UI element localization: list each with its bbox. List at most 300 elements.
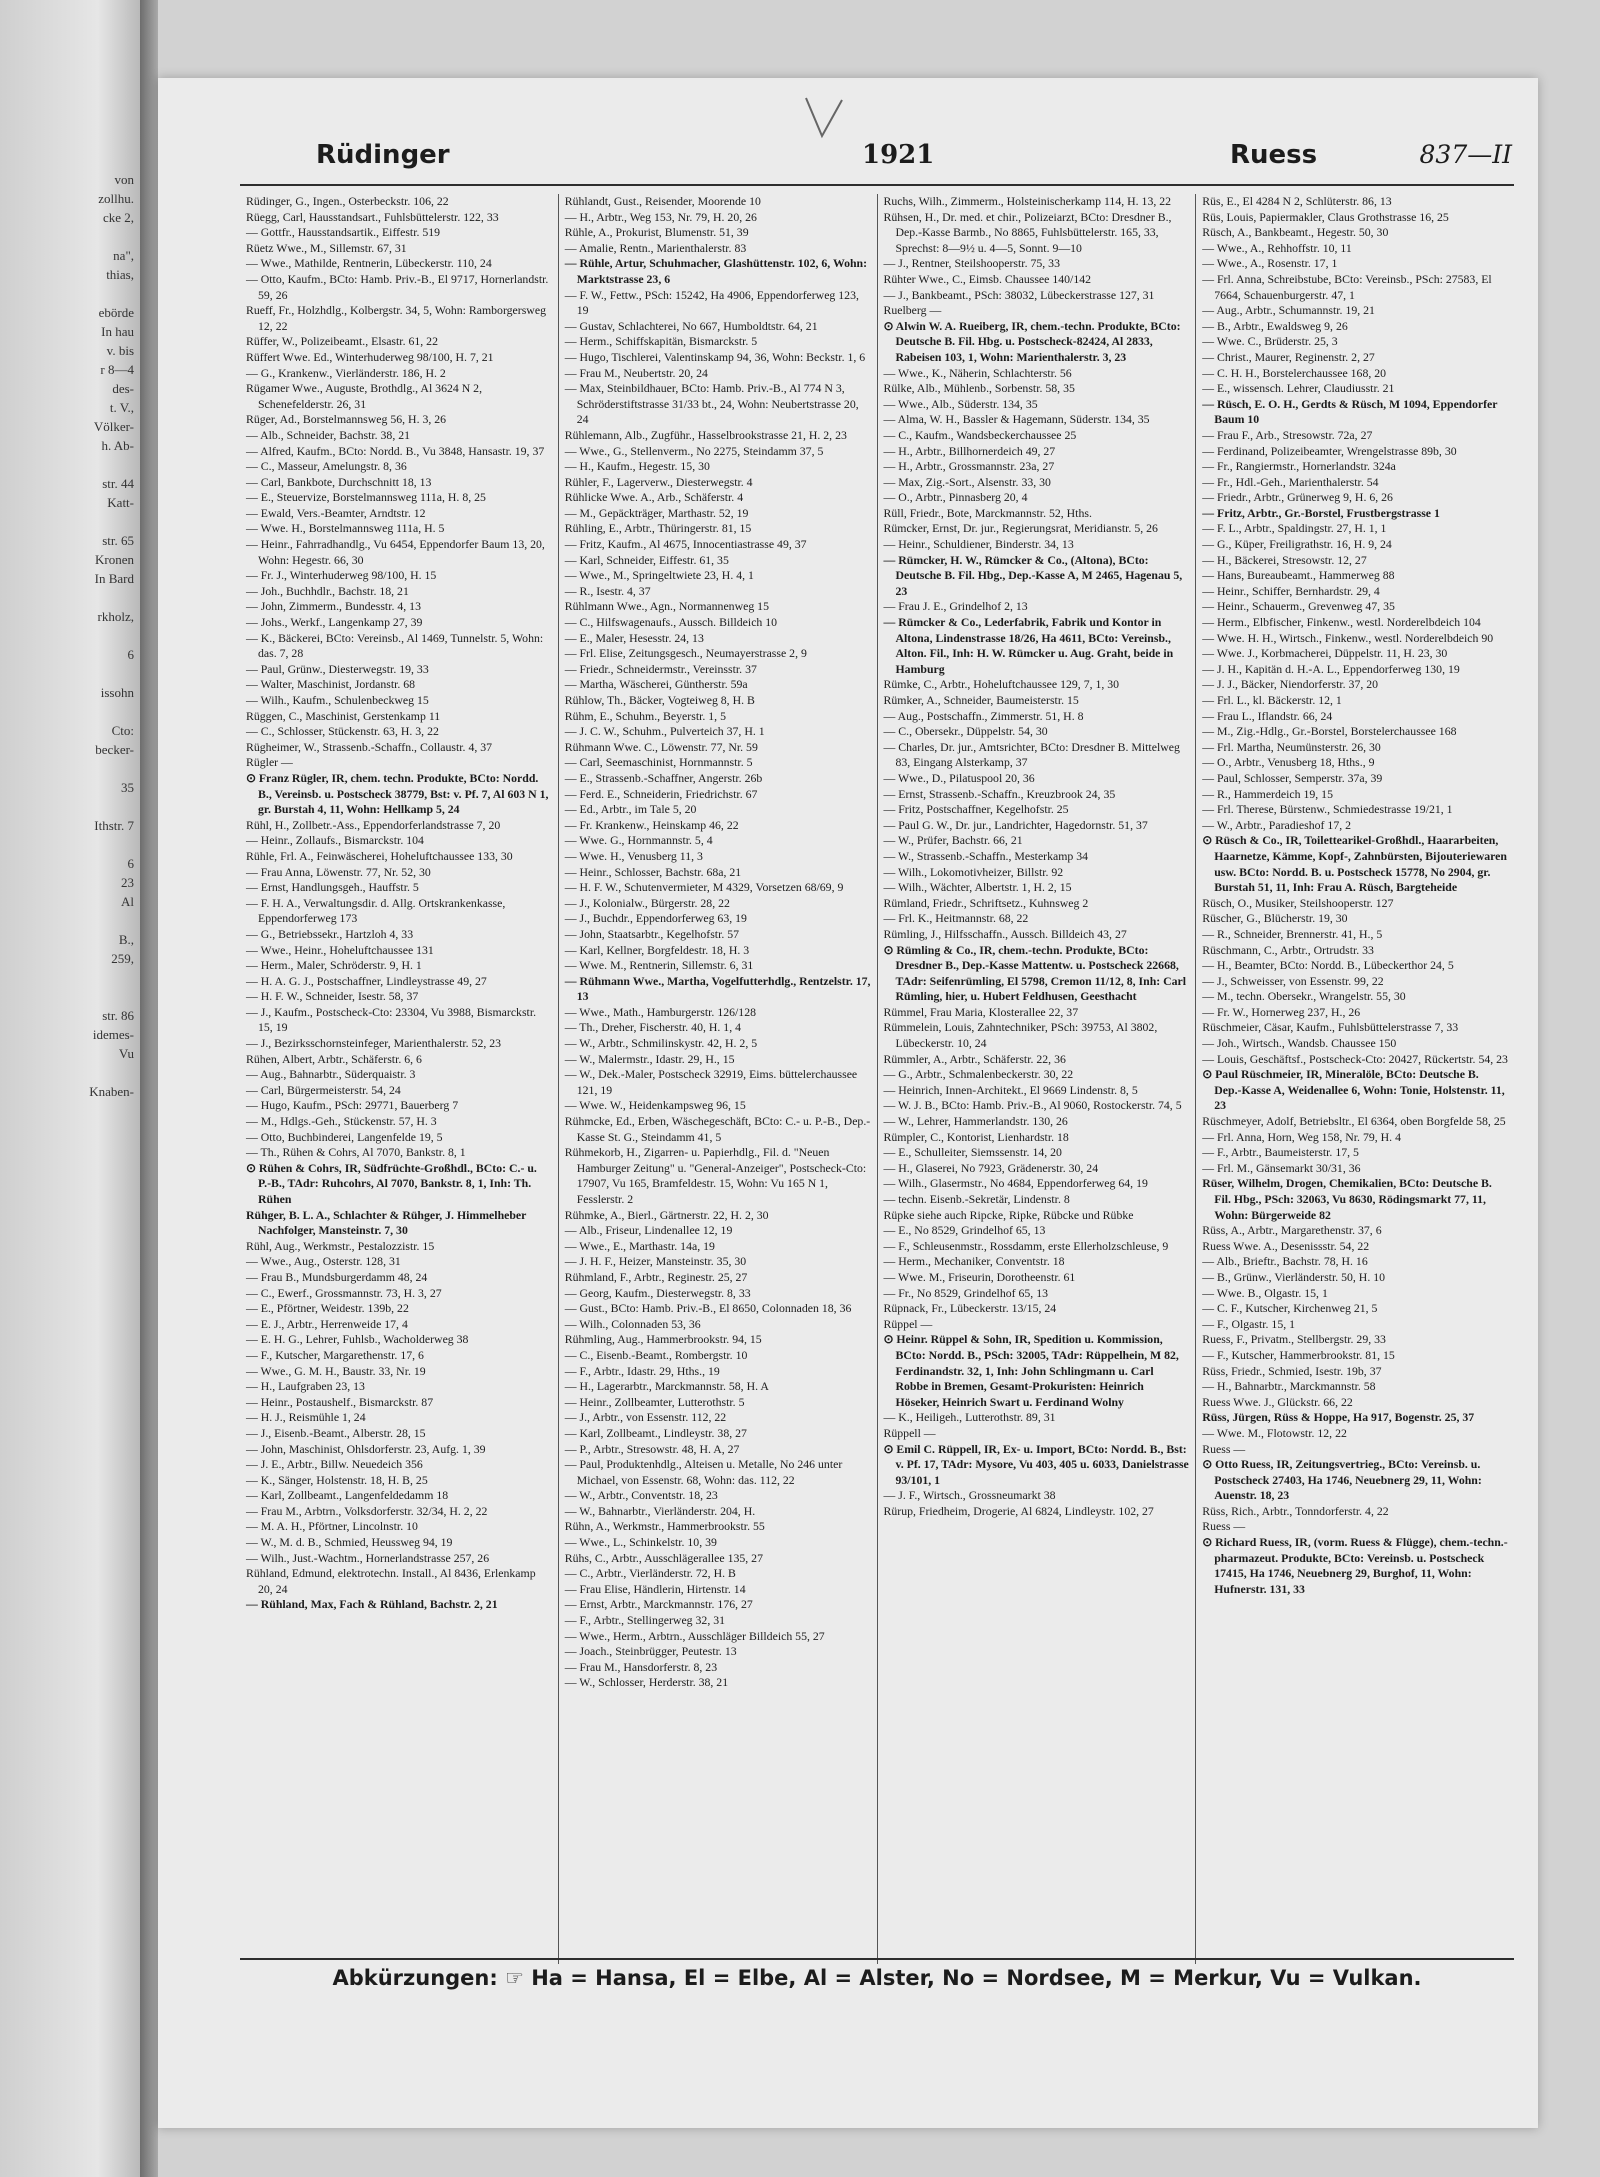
directory-entry: — C., Kaufm., Wandsbeckerchaussee 25 <box>883 427 1077 442</box>
directory-entry: Rümcker, Ernst, Dr. jur., Regierungsrat, Meridianstr. 5, 26 <box>883 521 1158 536</box>
directory-entry: — techn. Eisenb.-Sekretär, Lindenstr. 8 <box>883 1192 1070 1206</box>
directory-entry: Rühen, Albert, Arbtr., Schäferstr. 6, 6 <box>246 1051 422 1066</box>
directory-entry: — Karl, Zollbeamt., Langenfeldedamm 18 <box>246 1488 449 1503</box>
directory-entry: Rühle, Frl. A., Feinwäscherei, Hoheluftchaussee 133, 30 <box>246 848 513 863</box>
directory-entry: — R., Isestr. 4, 37 <box>564 583 651 598</box>
directory-entry: — Amalie, Rentn., Marienthalerstr. 83 <box>564 240 747 255</box>
directory-entry: — E., No 8529, Grindelhof 65, 13 <box>883 1223 1046 1238</box>
directory-entry: — F., Arbtr., Stellingerweg 32, 31 <box>564 1613 726 1628</box>
directory-entry: — Wwe., Heinr., Hoheluftchaussee 131 <box>246 942 434 957</box>
directory-entry: — Frl. K., Heitmannstr. 68, 22 <box>883 911 1029 926</box>
directory-entry: — Karl, Zollbeamt., Lindleystr. 38, 27 <box>564 1425 747 1440</box>
directory-entry: — C. F., Kutscher, Kirchenweg 21, 5 <box>1202 1301 1378 1316</box>
directory-entry: — C., Ewerf., Grossmannstr. 73, H. 3, 27 <box>246 1285 442 1300</box>
directory-entry: — J., Arbtr., von Essenstr. 112, 22 <box>564 1410 727 1425</box>
directory-entry: — Gust., BCto: Hamb. Priv.-B., El 8650, Colonnaden 18, 36 <box>564 1301 852 1316</box>
directory-entry: — H., Bäckerei, Stresowstr. 12, 27 <box>1202 552 1367 567</box>
directory-entry: — M. A. H., Pförtner, Lincolnstr. 10 <box>246 1519 418 1534</box>
directory-entry: Rühl, Aug., Werkmstr., Pestalozzistr. 15 <box>246 1238 435 1253</box>
directory-entry: ⊙ Otto Ruess, IR, Zeitungsvertrieg., BCto: Vereinsb. u. Postscheck 27403, Ha 1746, Neuebnerg 29, 11, Wohn: Auenstr. 18, 23 <box>1202 1457 1482 1503</box>
directory-entry: — Frl. Elise, Zeitungsgesch., Neumayerstrasse 2, 9 <box>564 646 807 661</box>
directory-entry: ⊙ Franz Rügler, IR, chem. techn. Produkte, BCto: Nordd. B., Vereinsb. u. Postscheck 38779, Bst: v. Pf. 7, Al 603 N 1, gr. Burstah 4, 11, Wohn: Hellkamp 5, 24 <box>246 770 549 817</box>
directory-entry: — K., Heiligeh., Lutterothstr. 89, 31 <box>883 1410 1056 1425</box>
directory-entry: Rüschmann, C., Arbtr., Ortrudstr. 33 <box>1202 942 1374 957</box>
directory-entry: Rümmelein, Louis, Zahntechniker, PSch: 39753, Al 3802, Lübeckerstr. 10, 24 <box>883 1020 1158 1051</box>
directory-entry: Rüs, E., El 4284 N 2, Schlüterstr. 86, 13 <box>1202 194 1392 208</box>
directory-entry: — Frl. Anna, Schreibstube, BCto: Vereinsb., PSch: 27583, El 7664, Schauenburgerstr. 47, 1 <box>1202 271 1492 302</box>
directory-entry: — H., Arbtr., Grossmannstr. 23a, 27 <box>883 459 1055 474</box>
directory-entry: Rühland, Edmund, elektrotechn. Install., Al 8436, Erlenkamp 20, 24 <box>246 1566 536 1596</box>
directory-entry: — F. H. A., Verwaltungsdir. d. Allg. Ortskrankenkasse, Eppendorferweg 173 <box>246 895 506 926</box>
directory-entry: — Wwe., D., Pilatuspool 20, 36 <box>883 770 1035 785</box>
directory-entry: — K., Bäckerei, BCto: Vereinsb., Al 1469, Tunnelstr. 5, Wohn: das. 7, 28 <box>246 630 544 661</box>
directory-entry: — Hans, Bureaubeamt., Hammerweg 88 <box>1202 568 1395 583</box>
directory-entry: — Fritz, Arbtr., Gr.-Borstel, Frustbergstrasse 1 <box>1202 505 1440 520</box>
directory-entry: Rühle, A., Prokurist, Blumenstr. 51, 39 <box>564 225 749 240</box>
directory-entry: — Wilh., Colonnaden 53, 36 <box>564 1316 701 1331</box>
directory-columns <box>240 194 1514 1964</box>
directory-entry: ⊙ Richard Ruess, IR, (vorm. Ruess & Flügge), chem.-techn.-pharmazeut. Produkte, BCto: Vereinsb. u. Postscheck 17415, Ha 1746, Neuebnerg 29, Burghof, 11, Wohn: Hufnerstr. 131, 33 <box>1202 1535 1508 1596</box>
directory-entry: — Max, Zig.-Sort., Alsenstr. 33, 30 <box>883 474 1051 489</box>
directory-entry: Rühsen, H., Dr. med. et chir., Polizeiarzt, BCto: Dresdner B., Dep.-Kasse Barmb., No 8865, Fuhlsbüttelerstr. 165, 33, Sprechst: 8—9½ u. 4—5, Sonnt. 9—10 <box>883 209 1172 255</box>
directory-entry: ⊙ Heinr. Rüppel & Sohn, IR, Spedition u. Kommission, BCto: Nordd. B., PSch: 32005, TAdr: Rüppelhein, M 82, Ferdinandstr. 32, 1, Inh: John Schlingmann u. Carl Robbe in Bremen, Gesamt-Prokuristen: Heinrich Höseker, Heinrich Swart u. Ferdinand Wolny <box>883 1332 1179 1409</box>
directory-entry: — Wwe. W., Heidenkampsweg 96, 15 <box>564 1098 746 1113</box>
directory-entry: — Frau M., Neubertstr. 20, 24 <box>564 365 708 380</box>
directory-entry: — Alb., Schneider, Bachstr. 38, 21 <box>246 427 411 442</box>
directory-entry: — Frl. Anna, Horn, Weg 158, Nr. 79, H. 4 <box>1202 1129 1401 1144</box>
directory-entry: Rühlmann Wwe., Agn., Normannenweg 15 <box>564 599 769 614</box>
directory-entry: — O., Arbtr., Venusberg 18, Hths., 9 <box>1202 755 1375 770</box>
directory-entry: — E. J., Arbtr., Herrenweide 17, 4 <box>246 1316 408 1331</box>
pencil-mark-icon <box>798 88 858 148</box>
directory-entry: — Wwe., Herm., Arbtrn., Ausschläger Billdeich 55, 27 <box>564 1628 825 1643</box>
page-header <box>240 140 1520 180</box>
directory-entry: — Wilh., Kaufm., Schulenbeckweg 15 <box>246 693 429 707</box>
directory-entry: — Wwe., Aug., Osterstr. 128, 31 <box>246 1254 401 1269</box>
directory-entry: ⊙ Emil C. Rüppell, IR, Ex- u. Import, BCto: Nordd. B., Bst: v. Pf. 17, TAdr: Mysore, Vu 403, 405 u. 6033, Danielstrasse 93/101, 1 <box>883 1441 1189 1487</box>
directory-entry: — J., Kolonialw., Bürgerstr. 28, 22 <box>564 895 730 910</box>
directory-entry: Rülke, Alb., Mühlenb., Sorbenstr. 58, 35 <box>883 381 1075 396</box>
directory-entry: — Ed., Arbtr., im Tale 5, 20 <box>564 802 697 817</box>
directory-entry: — John, Staatsarbtr., Kegelhofstr. 57 <box>564 926 740 941</box>
directory-entry: — C., Masseur, Amelungstr. 8, 36 <box>246 459 407 474</box>
directory-entry: — W., Arbtr., Schmilinskystr. 42, H. 2, 5 <box>564 1036 758 1051</box>
directory-entry: — Ernst, Arbtr., Marckmannstr. 176, 27 <box>564 1597 753 1612</box>
directory-entry: — C., Arbtr., Vierländerstr. 72, H. B <box>564 1566 736 1581</box>
directory-entry: Rümpler, C., Kontorist, Lienhardstr. 18 <box>883 1129 1069 1144</box>
directory-entry: Rueff, Fr., Holzhdlg., Kolbergstr. 34, 5, Wohn: Ramborgersweg 12, 22 <box>246 303 546 333</box>
directory-entry: — J., Bezirksschornsteinfeger, Marienthalerstr. 52, 23 <box>246 1036 502 1051</box>
directory-entry: — W., Strassenb.-Schaffn., Mesterkamp 34 <box>883 848 1089 863</box>
directory-entry: — C. H. H., Borstelerchaussee 168, 20 <box>1202 365 1387 380</box>
directory-entry: — Gustav, Schlachterei, No 667, Humboldtstr. 64, 21 <box>564 318 818 333</box>
directory-entry: — Walter, Maschinist, Jordanstr. 68 <box>246 677 416 692</box>
directory-entry: — Ernst, Handlungsgeh., Hauffstr. 5 <box>246 880 419 895</box>
directory-entry: Rüscher, G., Blücherstr. 19, 30 <box>1202 911 1348 926</box>
directory-entry: — Heinrich, Innen-Architekt., El 9669 Lindenstr. 8, 5 <box>883 1082 1138 1097</box>
directory-entry: Rüffer, W., Polizeibeamt., Elsastr. 61, 22 <box>246 334 438 349</box>
directory-entry: Rüdinger, G., Ingen., Osterbeckstr. 106, 22 <box>246 194 449 208</box>
directory-entry: — G., Betriebssekr., Hartzloh 4, 33 <box>246 926 414 941</box>
directory-entry: — Frau L., Iflandstr. 66, 24 <box>1202 708 1333 723</box>
directory-entry: — R., Hammerdeich 19, 15 <box>1202 786 1333 801</box>
directory-entry: — Wwe., M., Springeltwiete 23, H. 4, 1 <box>564 568 754 583</box>
directory-entry: — H., Lagerarbtr., Marckmannstr. 58, H. A <box>564 1379 769 1394</box>
directory-entry: — G., Arbtr., Schmalenbeckerstr. 30, 22 <box>883 1067 1074 1082</box>
directory-entry: — J., Bankbeamt., PSch: 38032, Lübeckerstrasse 127, 31 <box>883 287 1155 302</box>
directory-entry: — Max, Steinbildhauer, BCto: Hamb. Priv.-B., Al 774 N 3, Schröderstiftstrasse 31/33 bt., 24, Wohn: Neubertstrasse 20, 24 <box>564 381 859 427</box>
directory-entry: — Wwe., A., Rehhoffstr. 10, 11 <box>1202 240 1352 255</box>
directory-entry: — Gottfr., Hausstandsartik., Eiffestr. 519 <box>246 225 441 240</box>
directory-entry: — E., Steuervize, Borstelmannsweg 111a, H. 8, 25 <box>246 490 486 505</box>
directory-entry: — Wwe. M., Rentnerin, Sillemstr. 6, 31 <box>564 958 754 973</box>
directory-entry: — H., Glaserei, No 7923, Grädenerstr. 30, 24 <box>883 1160 1099 1175</box>
directory-entry: — Louis, Geschäftsf., Postscheck-Cto: 20427, Rückertstr. 54, 23 <box>1202 1051 1508 1066</box>
directory-entry: Rühm, E., Schuhm., Beyerstr. 1, 5 <box>564 708 726 723</box>
directory-entry: — Th., Rühen & Cohrs, Al 7070, Bankstr. 8, 1 <box>246 1145 466 1160</box>
directory-entry: Ruess Wwe. A., Desenissstr. 54, 22 <box>1202 1238 1370 1253</box>
directory-entry: Rümling, J., Hilfsschaffn., Aussch. Billdeich 43, 27 <box>883 926 1127 941</box>
directory-entry: — E., Pförtner, Weidestr. 139b, 22 <box>246 1301 409 1316</box>
directory-entry: — W., Arbtr., Conventstr. 18, 23 <box>564 1488 718 1503</box>
directory-entry: — J., Buchdr., Eppendorferweg 63, 19 <box>564 911 747 926</box>
directory-entry: — Wwe., A., Rosenstr. 17, 1 <box>1202 256 1338 271</box>
directory-entry: Rüss, Rich., Arbtr., Tonndorferstr. 4, 22 <box>1202 1503 1389 1518</box>
directory-entry: — Aug., Bahnarbtr., Süderquaistr. 3 <box>246 1067 416 1082</box>
directory-entry: Rümke, C., Arbtr., Hoheluftchaussee 129, 7, 1, 30 <box>883 677 1120 692</box>
footer-text: Abkürzungen: ☞ Ha = Hansa, El = Elbe, Al = Alster, No = Nordsee, M = Merkur, Vu = Vulkan. <box>332 1966 1422 1990</box>
directory-entry: — H., Bahnarbtr., Marckmannstr. 58 <box>1202 1379 1376 1394</box>
directory-entry: Rühlemann, Alb., Zugführ., Hasselbrookstrasse 21, H. 2, 23 <box>564 427 847 442</box>
directory-entry: — Charles, Dr. jur., Amtsrichter, BCto: Dresdner B. Mittelweg 83, Eingang Alsterkamp, 37 <box>883 739 1180 770</box>
directory-entry: — W., Bahnarbtr., Vierländerstr. 204, H. <box>564 1503 756 1518</box>
directory-entry: — J., Kaufm., Postscheck-Cto: 23304, Vu 3988, Bismarckstr. 15, 19 <box>246 1004 537 1035</box>
directory-entry: — Wwe., G., Stellenverm., No 2275, Steindamm 37, 5 <box>564 443 824 458</box>
directory-entry: Rüschmeier, Cäsar, Kaufm., Fuhlsbüttelerstrasse 7, 33 <box>1202 1020 1459 1035</box>
directory-entry: — Friedr., Arbtr., Grünerweg 9, H. 6, 26 <box>1202 490 1393 505</box>
column-1 <box>240 194 558 1964</box>
directory-entry: Rüser, Wilhelm, Drogen, Chemikalien, BCto: Deutsche B. Fil. Hbg., PSch: 32063, Vu 8630, Rödingsmarkt 77, 11, Wohn: Bürgerweide 82 <box>1202 1176 1492 1222</box>
directory-entry: — F., Arbtr., Idastr. 29, Hths., 19 <box>564 1363 720 1378</box>
directory-entry: — C., Schlosser, Stückenstr. 63, H. 3, 22 <box>246 724 439 739</box>
directory-entry: Rühmland, F., Arbtr., Reginestr. 25, 27 <box>564 1269 748 1284</box>
directory-entry: — Carl, Seemaschinist, Hornmannstr. 5 <box>564 755 753 770</box>
directory-entry: — Ernst, Strassenb.-Schaffn., Kreuzbrook 24, 35 <box>883 786 1116 801</box>
directory-entry: — Joh., Buchhdlr., Bachstr. 18, 21 <box>246 583 409 598</box>
directory-entry: — W., Prüfer, Bachstr. 66, 21 <box>883 833 1023 848</box>
directory-entry: — H., Arbtr., Billhornerdeich 49, 27 <box>883 443 1056 458</box>
directory-entry: ⊙ Paul Rüschmeier, IR, Mineralöle, BCto: Deutsche B. Dep.-Kasse A, Weidenallee 6, Wohn: Tonie, Holstenstr. 11, 23 <box>1202 1067 1505 1113</box>
directory-entry: — Paul, Produktenhdlg., Alteisen u. Metalle, No 246 unter Michael, von Essenstr. 68, Wohn: das. 112, 22 <box>564 1457 843 1487</box>
directory-entry: Rüss, A., Arbtr., Margarethenstr. 37, 6 <box>1202 1223 1382 1238</box>
directory-entry: Rümmel, Frau Maria, Klosterallee 22, 37 <box>883 1004 1079 1019</box>
directory-entry: — Wilh., Lokomotivheizer, Billstr. 92 <box>883 864 1064 879</box>
left-page-fragments: von zollhu. cke 2, na", thias, ebörde In hau v. bis r 8—4 des- t. V., Völker- h. Ab- str. 44 Katt- str. 65 Kronen In Bard rkholz, 6 issohn Cto: becker- 35 Ithstr. 7 6 23 Al B., 259, str. 86 idemes- Vu Knaben- <box>89 172 134 1099</box>
directory-entry: — H., Arbtr., Weg 153, Nr. 79, H. 20, 26 <box>564 209 757 224</box>
directory-entry: — E., Strassenb.-Schaffner, Angerstr. 26b <box>564 770 763 785</box>
directory-entry: — Wwe., Mathilde, Rentnerin, Lübeckerstr. 110, 24 <box>246 256 492 271</box>
directory-entry: Rüs, Louis, Papiermakler, Claus Grothstrasse 16, 25 <box>1202 209 1449 224</box>
directory-entry: — F., Kutscher, Margarethenstr. 17, 6 <box>246 1347 424 1362</box>
directory-entry: Rühger, B. L. A., Schlachter & Rühger, J. Himmelheber Nachfolger, Mansteinstr. 7, 30 <box>246 1207 527 1238</box>
directory-entry: — W. J. B., BCto: Hamb. Priv.-B., Al 9060, Rostockerstr. 74, 5 <box>883 1098 1182 1113</box>
directory-entry: Rügler — <box>246 755 293 770</box>
directory-entry: — Aug., Arbtr., Schumannstr. 19, 21 <box>1202 303 1375 318</box>
directory-entry: — M., Zig.-Hdlg., Gr.-Borstel, Borstelerchaussee 168 <box>1202 724 1457 739</box>
directory-entry: Rühmekorb, H., Zigarren- u. Papierhdlg., Fil. d. "Neuen Hamburger Zeitung" u. "General-Anzeiger", Postscheck-Cto: 17907, Vu 165, Bramfeldestr. 15, Wohn: Vu 165 N 1, Fesslerstr. 2 <box>564 1145 867 1206</box>
directory-entry: — Wwe. H., Venusberg 11, 3 <box>564 848 703 863</box>
directory-entry: ⊙ Alwin W. A. Rueiberg, IR, chem.-techn. Produkte, BCto: Deutsche B. Fil. Hbg. u. Postscheck-82424, Al 2833, Rabeisen 103, 1, Wohn: Marienthalerstr. 3, 23 <box>883 318 1181 364</box>
directory-entry: — Fr. Krankenw., Heinskamp 46, 22 <box>564 817 739 832</box>
directory-entry: Rühl, H., Zollbetr.-Ass., Eppendorferlandstrasse 7, 20 <box>246 817 501 832</box>
directory-entry: — Fr. J., Winterhuderweg 98/100, H. 15 <box>246 568 437 583</box>
directory-entry: — Rüsch, E. O. H., Gerdts & Rüsch, M 1094, Eppendorfer Baum 10 <box>1202 396 1498 427</box>
column-4 <box>1195 194 1514 1964</box>
directory-entry: — Herm., Elbfischer, Finkenw., westl. Norderelbdeich 104 <box>1202 615 1481 630</box>
directory-entry: Rühs, C., Arbtr., Ausschlägerallee 135, 27 <box>564 1550 763 1565</box>
directory-entry: — J. H. F., Heizer, Mansteinstr. 35, 30 <box>564 1254 747 1269</box>
column-3 <box>877 194 1196 1964</box>
directory-entry: — Ewald, Vers.-Beamter, Arndtstr. 12 <box>246 505 426 520</box>
directory-entry: — Wwe. B., Olgastr. 15, 1 <box>1202 1285 1328 1300</box>
directory-entry: Rüpnack, Fr., Lübeckerstr. 13/15, 24 <box>883 1301 1057 1316</box>
left-page-edge <box>0 0 140 2177</box>
header-first-name: Rüdinger <box>316 140 450 170</box>
directory-entry: — Frau Elise, Händlerin, Hirtenstr. 14 <box>564 1581 746 1596</box>
directory-entry: — W., Arbtr., Paradieshof 17, 2 <box>1202 817 1352 832</box>
directory-entry: — Karl, Kellner, Borgfeldestr. 18, H. 3 <box>564 942 750 957</box>
directory-entry: — Paul G. W., Dr. jur., Landrichter, Hagedornstr. 51, 37 <box>883 817 1148 832</box>
directory-entry: Rügamer Wwe., Auguste, Brothdlg., Al 3624 N 2, Schenefelderstr. 26, 31 <box>246 381 483 411</box>
directory-entry: Rühlicke Wwe. A., Arb., Schäferstr. 4 <box>564 490 744 505</box>
directory-entry: — Frau Anna, Löwenstr. 77, Nr. 52, 30 <box>246 864 431 879</box>
directory-entry: — F. L., Arbtr., Spaldingstr. 27, H. 1, 1 <box>1202 521 1387 536</box>
directory-entry: Rüppel — <box>883 1316 933 1331</box>
directory-entry: Rüschmeyer, Adolf, Betriebsltr., El 6364, oben Borgfelde 58, 25 <box>1202 1114 1506 1129</box>
directory-entry: — Frau M., Hansdorferstr. 8, 23 <box>564 1659 718 1674</box>
directory-entry: Ruelberg — <box>883 303 942 318</box>
directory-entry: — Johs., Werkf., Langenkamp 27, 39 <box>246 615 423 630</box>
directory-entry: — Th., Dreher, Fischerstr. 40, H. 1, 4 <box>564 1020 741 1035</box>
directory-entry: — F., Olgastr. 15, 1 <box>1202 1316 1296 1331</box>
directory-entry: — E. H. G., Lehrer, Fuhlsb., Wacholderweg 38 <box>246 1332 469 1347</box>
directory-entry: — J., Eisenb.-Beamt., Alberstr. 28, 15 <box>246 1425 426 1440</box>
directory-entry: Rüetz Wwe., M., Sillemstr. 67, 31 <box>246 240 407 255</box>
directory-entry: — Paul, Schlosser, Semperstr. 37a, 39 <box>1202 770 1383 785</box>
directory-entry: — J., Rentner, Steilshooperstr. 75, 33 <box>883 256 1060 271</box>
directory-entry: — F., Schleusenmstr., Rossdamm, erste Ellerholzschleuse, 9 <box>883 1238 1169 1253</box>
header-year: 1921 <box>862 140 935 170</box>
directory-entry: — Hugo, Tischlerei, Valentinskamp 94, 36, Wohn: Beckstr. 1, 6 <box>564 349 866 364</box>
directory-entry: — John, Maschinist, Ohlsdorferstr. 23, Aufg. 1, 39 <box>246 1441 486 1456</box>
directory-entry: — H., Kaufm., Hegestr. 15, 30 <box>564 459 710 474</box>
directory-entry: — Herm., Maler, Schröderstr. 9, H. 1 <box>246 958 422 973</box>
directory-entry: Rühter Wwe., C., Eimsb. Chaussee 140/142 <box>883 271 1092 286</box>
directory-entry: Rüll, Friedr., Bote, Marckmannstr. 52, Hths. <box>883 505 1092 520</box>
directory-entry: — Heinr., Schauerm., Grevenweg 47, 35 <box>1202 599 1395 614</box>
directory-entry: — Fritz, Kaufm., Al 4675, Innocentiastrasse 49, 37 <box>564 537 807 552</box>
directory-entry: — Ferd. E., Schneiderin, Friedrichstr. 67 <box>564 786 758 801</box>
column-2 <box>558 194 877 1964</box>
directory-entry: — Heinr., Zollbeamter, Lutterothstr. 5 <box>564 1394 745 1409</box>
directory-entry: — Herm., Mechaniker, Conventstr. 18 <box>883 1254 1065 1269</box>
directory-entry: — Heinr., Postaushelf., Bismarckstr. 87 <box>246 1394 434 1409</box>
directory-entry: — F., Arbtr., Baumeisterstr. 17, 5 <box>1202 1145 1359 1160</box>
directory-entry: — H., Laufgraben 23, 13 <box>246 1379 365 1394</box>
directory-entry: — B., Arbtr., Ewaldsweg 9, 26 <box>1202 318 1348 333</box>
directory-entry: — Wwe., G. M. H., Baustr. 33, Nr. 19 <box>246 1363 426 1378</box>
directory-entry: — Carl, Bankbote, Durchschnitt 18, 13 <box>246 474 432 489</box>
directory-entry: — Georg, Kaufm., Diesterwegstr. 8, 33 <box>564 1285 751 1300</box>
directory-entry: — E., Schulleiter, Siemssenstr. 14, 20 <box>883 1145 1062 1160</box>
directory-entry: Rüsch, O., Musiker, Steilshooperstr. 127 <box>1202 895 1394 910</box>
directory-entry: — H. F. W., Schutenvermieter, M 4329, Vorsetzen 68/69, 9 <box>564 880 844 895</box>
directory-entry: Rühling, E., Arbtr., Thüringerstr. 81, 15 <box>564 521 752 536</box>
directory-entry: Rümmler, A., Arbtr., Schäferstr. 22, 36 <box>883 1051 1066 1066</box>
directory-entry: — Frl. M., Gänsemarkt 30/31, 36 <box>1202 1160 1361 1175</box>
directory-entry: ⊙ Rüsch & Co., IR, Toilettearikel-Großhdl., Haararbeiten, Haarnetze, Kämme, Kopf-, Zahnbürsten, Bijouteriewaren usw. BCto: Nordd. B. u. Postscheck 15778, No 2904, gr. Burstah 51, 11, Inh: Frau A. Rüsch, Bargteheide <box>1202 833 1507 895</box>
directory-entry: — J. E., Arbtr., Billw. Neuedeich 356 <box>246 1457 423 1472</box>
header-page-number: 837—II <box>1419 140 1512 169</box>
directory-entry: — H. A. G. J., Postschaffner, Lindleystrasse 49, 27 <box>246 973 487 988</box>
header-last-name: Ruess <box>1230 140 1318 170</box>
directory-entry: — W., Lehrer, Hammerlandstr. 130, 26 <box>883 1114 1068 1129</box>
directory-entry: — C., Obersekr., Düppelstr. 54, 30 <box>883 724 1048 739</box>
directory-entry: — Fr. W., Hornerweg 237, H., 26 <box>1202 1004 1361 1019</box>
directory-entry: — C., Hilfswagenaufs., Aussch. Billdeich 10 <box>564 615 778 630</box>
directory-entry: — Fr., No 8529, Grindelhof 65, 13 <box>883 1285 1048 1300</box>
directory-entry: — Frl. Therese, Bürstenw., Schmiedestrasse 19/21, 1 <box>1202 802 1453 817</box>
directory-entry: — Frl. Martha, Neumünsterstr. 26, 30 <box>1202 739 1381 754</box>
directory-entry: — Rümcker & Co., Lederfabrik, Fabrik und Kontor in Altona, Lindenstrasse 18/26, Ha 4611, BCto: Vereinsb., Alton. Fil., Inh: H. W. Rümcker u. Aug. Graht, beide in Hamburg <box>883 615 1174 676</box>
directory-entry: — Joach., Steinbrügger, Peutestr. 13 <box>564 1644 737 1659</box>
directory-entry: — Alfred, Kaufm., BCto: Nordd. B., Vu 3848, Hansastr. 19, 37 <box>246 443 545 458</box>
directory-entry: — H., Beamter, BCto: Nordd. B., Lübeckerthor 24, 5 <box>1202 958 1454 973</box>
directory-entry: — Wwe. H. H., Wirtsch., Finkenw., westl. Norderelbdeich 90 <box>1202 630 1494 645</box>
directory-entry: — Frau J. E., Grindelhof 2, 13 <box>883 599 1028 614</box>
directory-entry: — K., Sänger, Holstenstr. 18, H. B, 25 <box>246 1472 428 1487</box>
directory-entry: — Wwe. C., Brüderstr. 25, 3 <box>1202 334 1338 349</box>
directory-entry: — W., Dek.-Maler, Postscheck 32919, Eims. büttelerchaussee 121, 19 <box>564 1067 858 1097</box>
directory-entry: ⊙ Rümling & Co., IR, chem.-techn. Produkte, BCto: Dresdner B., Dep.-Kasse Mattentw. u. Postscheck 22668, TAdr: Seifenrümling, El 5798, Cremon 11/12, 8, Inh: Carl Rümling, hier, u. Hubert Feldhusen, Geesthacht <box>883 942 1187 1004</box>
directory-entry: — J. C. W., Schuhm., Pulverteich 37, H. 1 <box>564 724 765 739</box>
directory-entry: ⊙ Rühen & Cohrs, IR, Südfrüchte-Großhdl., BCto: C.- u. P.-B., TAdr: Ruhcohrs, Al 7070, Bankstr. 8, 1, Inh: Th. Rühen <box>246 1160 537 1206</box>
directory-entry: — E., wissensch. Lehrer, Claudiusstr. 21 <box>1202 381 1395 396</box>
directory-entry: — H. F. W., Schneider, Isestr. 58, 37 <box>246 989 419 1004</box>
directory-entry: — Hugo, Kaufm., PSch: 29771, Bauerberg 7 <box>246 1098 459 1113</box>
directory-entry: — Rühmann Wwe., Martha, Vogelfutterhdlg., Rentzelstr. 17, 13 <box>564 973 871 1004</box>
directory-entry: — Frau M., Arbtrn., Volksdorferstr. 32/34, H. 2, 22 <box>246 1503 488 1518</box>
directory-entry: — W., Schlosser, Herderstr. 38, 21 <box>564 1675 729 1690</box>
directory-entry: Rügheimer, W., Strassenb.-Schaffn., Collaustr. 4, 37 <box>246 739 493 754</box>
directory-entry: — R., Schneider, Brennerstr. 41, H., 5 <box>1202 926 1383 941</box>
directory-entry: — Rümcker, H. W., Rümcker & Co., (Altona), BCto: Deutsche B. Fil. Hbg., Dep.-Kasse A, M 2465, Hagenau 5, 23 <box>883 552 1183 598</box>
directory-entry: Ruess — <box>1202 1519 1246 1534</box>
directory-entry: — Wwe., Alb., Süderstr. 134, 35 <box>883 396 1038 411</box>
directory-entry: — Heinr., Schuldiener, Binderstr. 34, 13 <box>883 537 1074 552</box>
directory-entry: — M., techn. Obersekr., Wrangelstr. 55, 30 <box>1202 989 1406 1004</box>
directory-entry: — Paul, Grünw., Diesterwegstr. 19, 33 <box>246 661 429 676</box>
directory-entry: — Fritz, Postschaffner, Kegelhofstr. 25 <box>883 802 1069 817</box>
directory-entry: — M., Hdlgs.-Geh., Stückenstr. 57, H. 3 <box>246 1114 437 1129</box>
directory-entry: Rüss, Jürgen, Rüss & Hoppe, Ha 917, Bogenstr. 25, 37 <box>1202 1410 1475 1425</box>
directory-entry: — G., Krankenw., Vierländerstr. 186, H. 2 <box>246 365 446 380</box>
directory-entry: Rühn, A., Werkmstr., Hammerbrookstr. 55 <box>564 1519 765 1534</box>
directory-entry: — Herm., Schiffskapitän, Bismarckstr. 5 <box>564 334 758 349</box>
directory-entry: — Carl, Bürgermeisterstr. 54, 24 <box>246 1082 401 1097</box>
directory-entry: — Frau F., Arb., Stresowstr. 72a, 27 <box>1202 427 1373 442</box>
directory-entry: Ruess, F., Privatm., Stellbergstr. 29, 33 <box>1202 1332 1386 1347</box>
abbreviations-footer <box>240 1958 1514 1996</box>
directory-page <box>158 78 1538 2128</box>
directory-entry: — Alb., Brieftr., Bachstr. 78, H. 16 <box>1202 1254 1368 1269</box>
directory-entry: — Joh., Wirtsch., Wandsb. Chaussee 150 <box>1202 1036 1397 1051</box>
directory-entry: — P., Arbtr., Stresowstr. 48, H. A, 27 <box>564 1441 740 1456</box>
directory-entry: — Ferdinand, Polizeibeamter, Wrengelstrasse 89b, 30 <box>1202 443 1457 458</box>
directory-entry: — F., Kutscher, Hammerbrookstr. 81, 15 <box>1202 1347 1395 1362</box>
directory-entry: — Martha, Wäscherei, Güntherstr. 59a <box>564 677 748 692</box>
directory-entry: — J. H., Kapitän d. H.-A. L., Eppendorferweg 130, 19 <box>1202 661 1460 676</box>
directory-entry: — John, Zimmerm., Bundesstr. 4, 13 <box>246 599 421 614</box>
directory-entry: Rümland, Friedr., Schriftsetz., Kuhnsweg 2 <box>883 895 1089 910</box>
directory-entry: Rümker, A., Schneider, Baumeisterstr. 15 <box>883 693 1079 707</box>
directory-entry: Rüpke siehe auch Ripcke, Ripke, Rübcke und Rübke <box>883 1207 1134 1222</box>
directory-entry: — Wilh., Glasermstr., No 4684, Eppendorferweg 64, 19 <box>883 1176 1148 1191</box>
directory-entry: — Fr., Hdl.-Geh., Marienthalerstr. 54 <box>1202 474 1379 489</box>
directory-entry: — Wwe. H., Borstelmannsweg 111a, H. 5 <box>246 521 445 536</box>
directory-entry: Rüss, Friedr., Schmied, Isestr. 19b, 37 <box>1202 1363 1382 1378</box>
directory-entry: Rühlandt, Gust., Reisender, Moorende 10 <box>564 194 761 208</box>
directory-entry: — Fr., Rangiermstr., Hornerlandstr. 324a <box>1202 459 1396 474</box>
directory-entry: Rüggen, C., Maschinist, Gerstenkamp 11 <box>246 708 441 723</box>
directory-entry: — Karl, Schneider, Eiffestr. 61, 35 <box>564 552 729 567</box>
directory-entry: — J. F., Wirtsch., Grossneumarkt 38 <box>883 1488 1056 1503</box>
directory-entry: — Heinr., Zollaufs., Bismarckstr. 104 <box>246 833 424 848</box>
directory-entry: — Aug., Postschaffn., Zimmerstr. 51, H. 8 <box>883 708 1084 723</box>
directory-entry: — Wilh., Wächter, Albertstr. 1, H. 2, 15 <box>883 880 1072 895</box>
book-gutter <box>140 0 158 2177</box>
directory-entry: — Christ., Maurer, Reginenstr. 2, 27 <box>1202 349 1375 364</box>
directory-entry: — G., Küper, Freiligrathstr. 16, H. 9, 24 <box>1202 537 1392 552</box>
directory-entry: Rüffert Wwe. Ed., Winterhuderweg 98/100, H. 7, 21 <box>246 349 494 364</box>
header-rule <box>240 184 1514 186</box>
directory-entry: — Wilh., Just.-Wachtm., Hornerlandstrasse 257, 26 <box>246 1550 490 1565</box>
directory-entry: — M., Gepäckträger, Marthastr. 52, 19 <box>564 505 749 520</box>
directory-entry: — O., Arbtr., Pinnasberg 20, 4 <box>883 490 1028 505</box>
directory-entry: — Rühle, Artur, Schuhmacher, Glashüttenstr. 102, 6, Wohn: Marktstrasse 23, 6 <box>564 256 868 286</box>
directory-entry: — Heinr., Schlosser, Bachstr. 68a, 21 <box>564 864 742 879</box>
directory-entry: — Heinr., Fahrradhandlg., Vu 6454, Eppendorfer Baum 13, 20, Wohn: Hegestr. 66, 30 <box>246 537 545 567</box>
directory-entry: Rüppell — <box>883 1425 936 1440</box>
directory-entry: — Frl. L., kl. Bäckerstr. 12, 1 <box>1202 693 1342 707</box>
directory-entry: — F. W., Fettw., PSch: 15242, Ha 4906, Eppendorferweg 123, 19 <box>564 287 859 318</box>
directory-entry: Rüger, Ad., Borstelmannsweg 56, H. 3, 26 <box>246 412 447 427</box>
directory-entry: — W., Malermstr., Idastr. 29, H., 15 <box>564 1051 735 1066</box>
directory-entry: — W., M. d. B., Schmied, Heussweg 94, 19 <box>246 1535 453 1550</box>
directory-entry: — Alma, W. H., Bassler & Hagemann, Süderstr. 134, 35 <box>883 412 1150 427</box>
directory-entry: Rürup, Friedheim, Drogerie, Al 6824, Lindleystr. 102, 27 <box>883 1503 1154 1518</box>
directory-entry: Rühmcke, Ed., Erben, Wäschegeschäft, BCto: C.- u. P.-B., Dep.-Kasse St. G., Steindamm 41, 5 <box>564 1114 871 1144</box>
directory-entry: Ruess Wwe. J., Glückstr. 66, 22 <box>1202 1394 1353 1409</box>
directory-entry: Ruess — <box>1202 1441 1246 1456</box>
directory-entry: — Wwe. M., Flotowstr. 12, 22 <box>1202 1425 1347 1440</box>
directory-entry: — C., Eisenb.-Beamt., Rombergstr. 10 <box>564 1347 748 1362</box>
directory-entry: Rühmke, A., Bierl., Gärtnerstr. 22, H. 2, 30 <box>564 1207 769 1222</box>
directory-entry: — Wwe., Math., Hamburgerstr. 126/128 <box>564 1004 756 1019</box>
directory-entry: Ruchs, Wilh., Zimmerm., Holsteinischerkamp 114, H. 13, 22 <box>883 194 1172 208</box>
directory-entry: — E., Maler, Hesesstr. 24, 13 <box>564 630 704 645</box>
directory-entry: — Wwe. M., Friseurin, Dorotheenstr. 61 <box>883 1269 1076 1284</box>
